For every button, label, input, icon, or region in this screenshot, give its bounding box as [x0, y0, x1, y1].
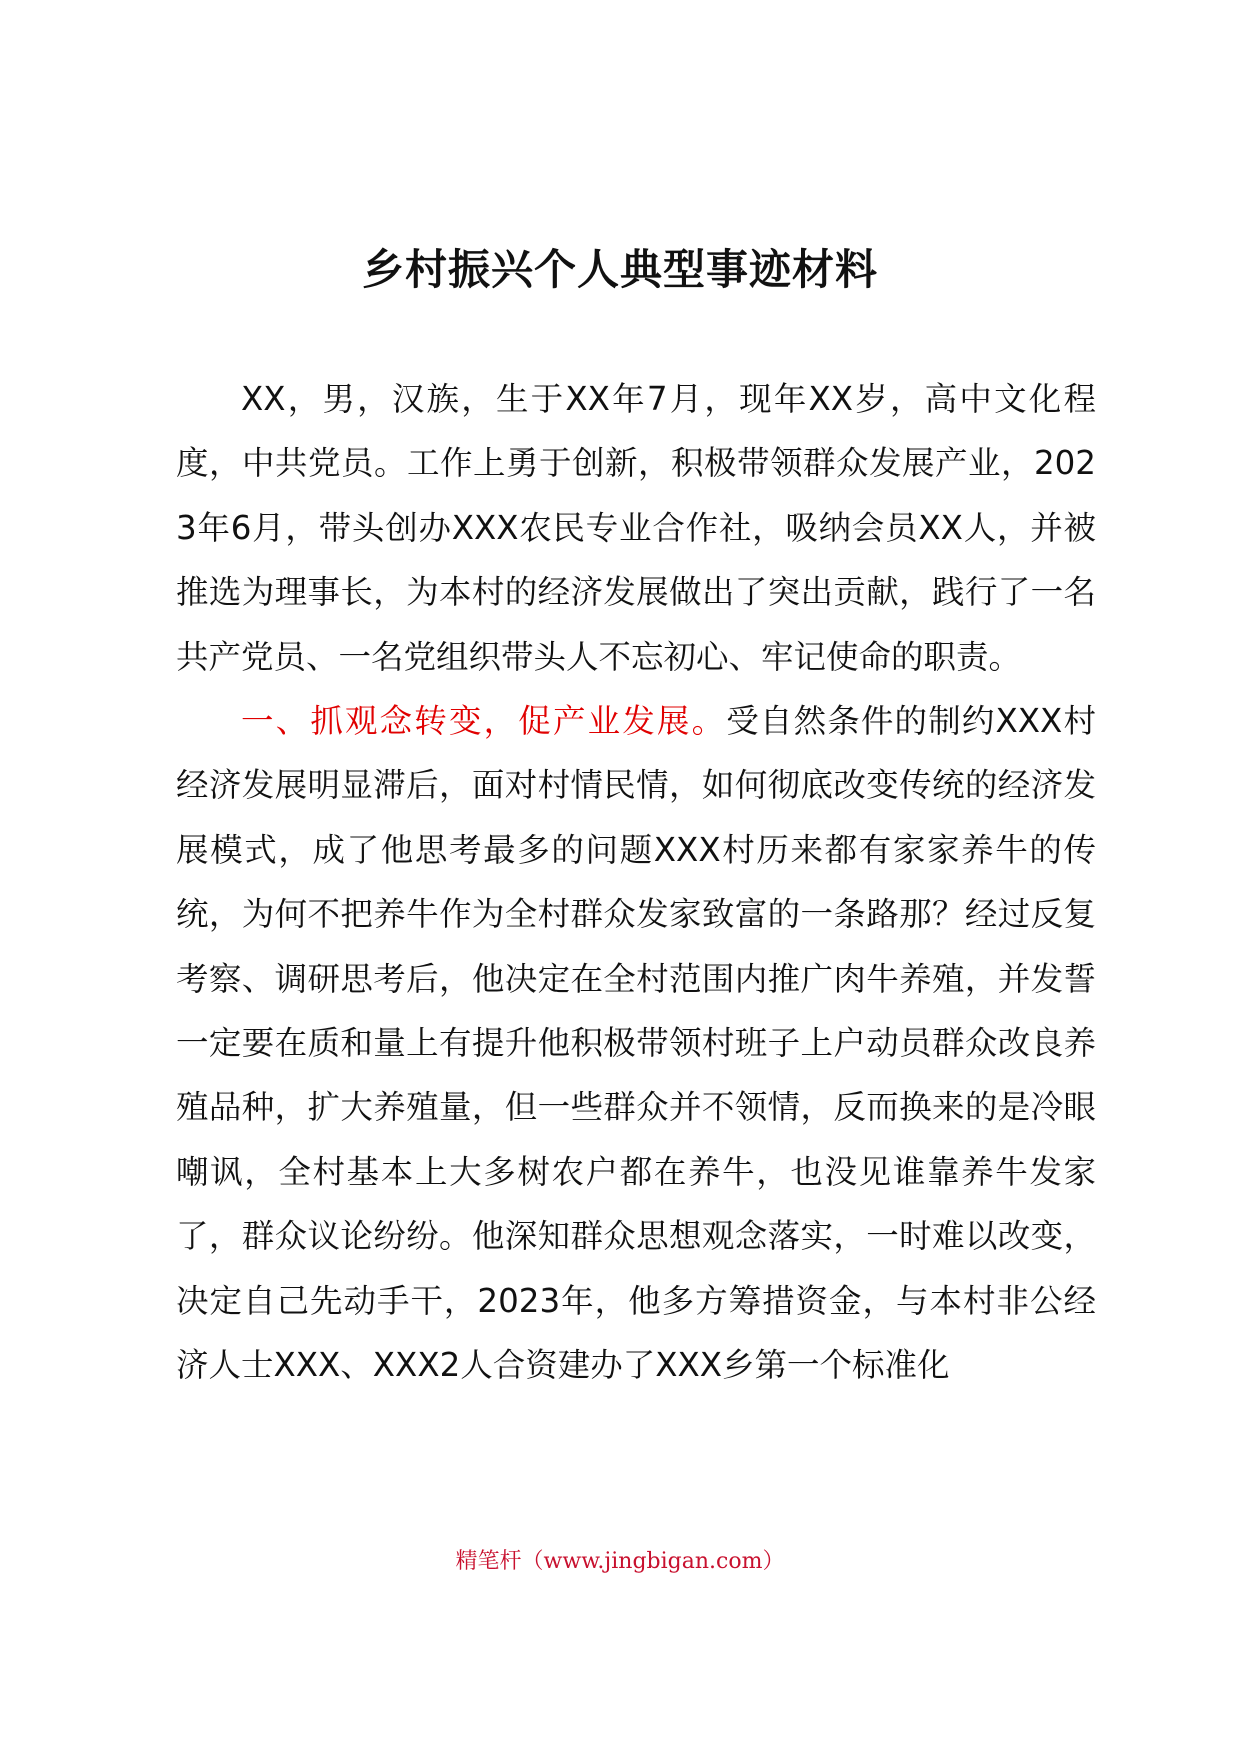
- intro-paragraph: XX，男，汉族，生于XX年7月，现年XX岁，高中文化程度，中共党员。工作上勇于创新，积极带领群众发展产业，2023年6月，带头创办XXX农民专业合作社，吸纳会员XX人，并被推选为理事长，为本村的经济发展做出了突出贡献，践行了一名共产党员、一名党组织带头人不忘初心、牢记使命的职责。: [176, 380, 1096, 676]
- section-1-paragraph: [176, 689, 1096, 1397]
- footer-watermark: 精笔杆（www.jingbigan.com）: [455, 1549, 785, 1574]
- section-1-text: 受自然条件的制约XXX村经济发展明显滞后，面对村情民情，如何彻底改变传统的经济发展模式，成了他思考最多的问题XXX村历来都有家家养牛的传统，为何不把养牛作为全村群众发家致富的一条路那？经过反复考察、调研思考后，他决定在全村范围内推广肉牛养殖，并发誓一定要在质和量上有提升他积极带领村班子上户动员群众改良养殖品种，扩大养殖量，但一些群众并不领情，反而换来的是冷眼嘲讽，全村基本上大多树农户都在养牛，也没见谁靠养牛发家了，群众议论纷纷。他深知群众思想观念落实，一时难以改变，决定自己先动手干，2023年，他多方筹措资金，与本村非公经济人士XXX、XXX2人合资建办了XXX乡第一个标准化: [176, 702, 1096, 1385]
- section-1-heading: 一、抓观念转变，促产业发展。: [241, 702, 727, 741]
- document-body: [176, 367, 1096, 1398]
- document-title: 乡村振兴个人典型事迹材料: [361, 245, 878, 294]
